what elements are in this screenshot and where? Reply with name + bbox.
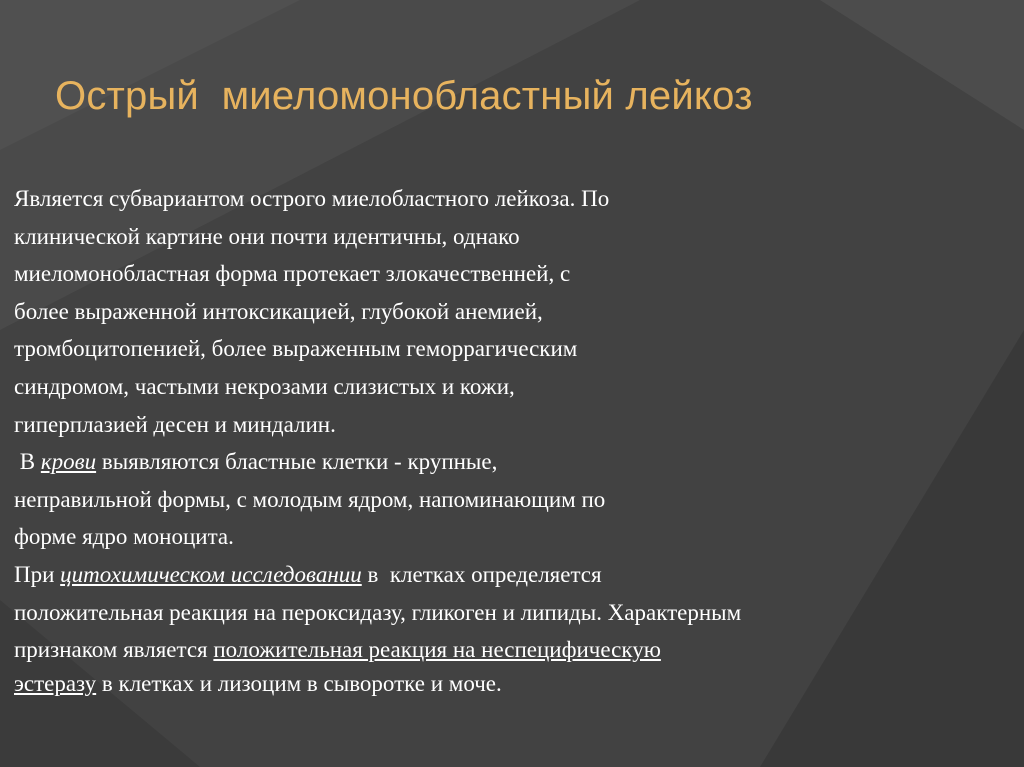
- text-fragment: выявляются бластные клетки - крупные,: [96, 449, 498, 475]
- blood-link[interactable]: крови: [40, 449, 97, 475]
- text-line: клинической картине они почти идентичны, однако: [14, 223, 520, 249]
- text-line: форме ядро моноцита.: [14, 524, 234, 550]
- text-line: [14, 669, 1004, 709]
- cytochemical-study-link[interactable]: цитохимическом исследовании: [60, 561, 362, 587]
- text-line: неправильной формы, с молодым ядром, напоминающим по: [14, 486, 606, 512]
- text-fragment: признаком является: [14, 637, 214, 663]
- text-fragment: При: [14, 561, 61, 587]
- esterase-link[interactable]: эстеразу: [14, 670, 97, 696]
- text-line: [14, 556, 1004, 594]
- text-line: положительная реакция на пероксидазу, гликоген и липиды. Характерным: [14, 599, 742, 625]
- text-fragment: в клетках и лизоцим в сыворотке и моче.: [96, 670, 502, 696]
- text-fragment: В: [14, 449, 41, 475]
- text-line: более выраженной интоксикацией, глубокой анемией,: [14, 298, 543, 324]
- text-line: тромбоцитопенией, более выраженным геморрагическим: [14, 336, 578, 362]
- text-line: Является субвариантом острого миелобластного лейкоза. По: [14, 186, 610, 211]
- text-line: синдромом, частыми некрозами слизистых и кожи,: [14, 373, 515, 399]
- text-line: [14, 443, 1004, 481]
- text-line: гиперплазией десен и миндалин.: [14, 411, 336, 437]
- text-line: миеломонобластная форма протекает злокачественней, с: [14, 261, 571, 287]
- slide-body: [14, 180, 1004, 709]
- slide-title: Острый миеломонобластный лейкоз: [55, 74, 753, 118]
- text-line: [14, 631, 1004, 669]
- esterase-reaction-link[interactable]: положительная реакция на неспецифическую: [213, 637, 661, 663]
- text-fragment: в клетках определяется: [361, 561, 602, 587]
